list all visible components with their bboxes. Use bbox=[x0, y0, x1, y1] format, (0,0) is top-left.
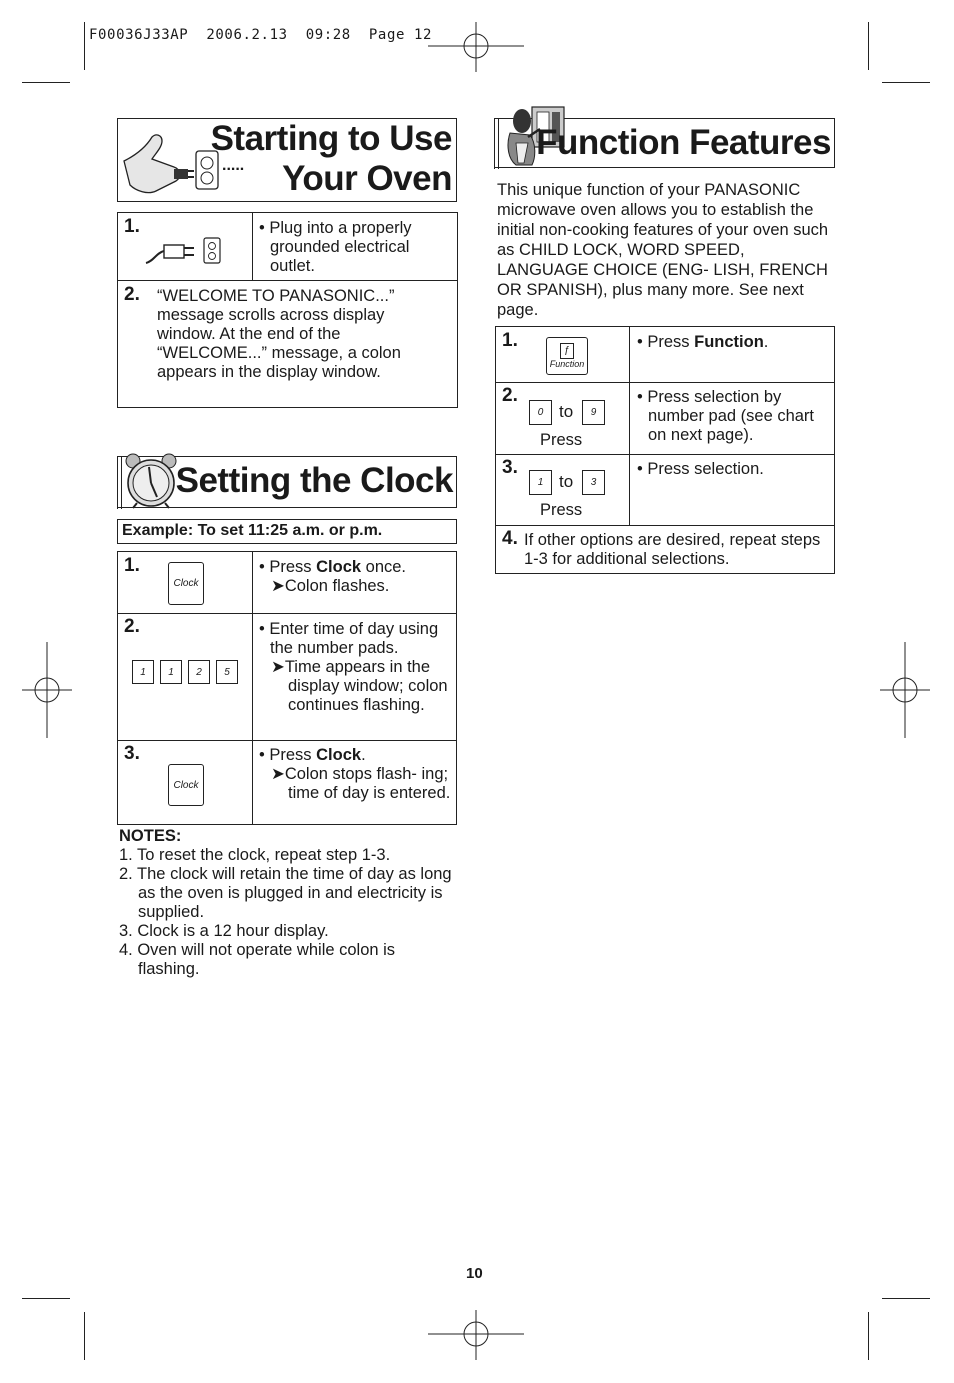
number-pad-9-key[interactable]: 9 bbox=[582, 400, 605, 425]
start-title-line2: Your Oven bbox=[282, 159, 452, 198]
function-step2-to: to bbox=[559, 402, 574, 421]
function-step3-to: to bbox=[559, 472, 574, 491]
start-step2-text: “WELCOME TO PANASONIC...” message scrolls across display window. At the end of the “WELCOME...” message, a colon appears in the display window. bbox=[157, 287, 401, 381]
registration-mark-left-icon bbox=[22, 642, 72, 738]
notes-heading: NOTES: bbox=[119, 827, 182, 845]
print-job-line: F00036J33AP 2006.2.13 09:28 Page 12 bbox=[89, 27, 433, 43]
power-plug-icon bbox=[144, 235, 224, 267]
start-steps-table bbox=[117, 212, 458, 408]
alarm-clock-icon bbox=[123, 449, 181, 509]
registration-mark-bottom-icon bbox=[428, 1310, 524, 1360]
function-button[interactable]: ƒ Function bbox=[546, 337, 588, 375]
title-dots: ..... bbox=[222, 157, 245, 174]
function-step1-number: 1. bbox=[502, 330, 518, 351]
number-pad-2-key[interactable]: 2 bbox=[188, 660, 210, 684]
number-pad-0-key[interactable]: 0 bbox=[529, 400, 552, 425]
start-title-box bbox=[117, 118, 457, 202]
note-item: 3. Clock is a 12 hour display. bbox=[119, 922, 329, 940]
clock-example-box bbox=[117, 519, 457, 544]
clock-title: Setting the Clock bbox=[175, 461, 453, 500]
start-title-line1: Starting to Use bbox=[210, 119, 452, 158]
clock-step1-number: 1. bbox=[124, 555, 140, 576]
function-step3-bullet: • Press selection. bbox=[637, 460, 764, 478]
start-step1-number: 1. bbox=[124, 216, 140, 237]
clock-steps-table bbox=[117, 551, 457, 825]
function-step3-number: 3. bbox=[502, 457, 518, 478]
clock-step1-bullet: • Press Clock once. bbox=[259, 558, 407, 576]
notes bbox=[119, 827, 459, 979]
function-step1-bullet: • Press Function. bbox=[637, 333, 769, 351]
function-step4-text: If other options are desired, repeat steps 1-3 for additional selections. bbox=[524, 531, 821, 568]
registration-mark-top-icon bbox=[428, 22, 524, 72]
clock-step2-arrow: ➤Time appears in the display window; colon continues flashing. bbox=[271, 658, 448, 714]
function-intro: This unique function of your PANASONIC microwave oven allows you to establish the initial non-cooking features of your oven such as CHILD LOCK, WORD SPEED, LANGUAGE CHOICE (ENG- LISH, FRENCH OR SPANISH), plus many more. See next page. bbox=[497, 181, 829, 319]
clock-button[interactable]: Clock bbox=[168, 764, 204, 806]
function-step2-number: 2. bbox=[502, 385, 518, 406]
clock-step1-arrow: ➤Colon flashes. bbox=[271, 577, 390, 595]
note-item: 4. Oven will not operate while colon is flashing. bbox=[119, 941, 396, 978]
number-pad-1-key[interactable]: 1 bbox=[132, 660, 154, 684]
number-pad-1-key[interactable]: 1 bbox=[160, 660, 182, 684]
start-step1-text: • Plug into a properly grounded electrical outlet. bbox=[259, 219, 412, 275]
number-pad-1-key[interactable]: 1 bbox=[529, 470, 552, 495]
function-title-box bbox=[494, 118, 835, 168]
function-symbol-icon: ƒ bbox=[560, 343, 574, 359]
function-step2-press: Press bbox=[540, 431, 583, 449]
note-item: 1. To reset the clock, repeat step 1-3. bbox=[119, 846, 391, 864]
clock-step3-number: 3. bbox=[124, 743, 140, 764]
number-pad-5-key[interactable]: 5 bbox=[216, 660, 238, 684]
hand-plug-icon bbox=[122, 129, 222, 199]
function-steps-table bbox=[495, 326, 835, 574]
clock-step2-number: 2. bbox=[124, 616, 140, 637]
start-step2-number: 2. bbox=[124, 284, 140, 305]
clock-example: Example: To set 11:25 a.m. or p.m. bbox=[122, 522, 383, 539]
function-step4-number: 4. bbox=[502, 528, 518, 549]
clock-title-box bbox=[117, 456, 457, 508]
clock-step2-bullet: • Enter time of day using the number pads. bbox=[259, 620, 439, 657]
registration-mark-right-icon bbox=[880, 642, 930, 738]
clock-step3-bullet: • Press Clock. bbox=[259, 746, 366, 764]
function-step2-bullet: • Press selection by number pad (see chart on next page). bbox=[637, 388, 815, 444]
page-number: 10 bbox=[466, 1265, 483, 1282]
clock-button[interactable]: Clock bbox=[168, 562, 204, 605]
note-item: 2. The clock will retain the time of day as long as the oven is plugged in and electricity is supplied. bbox=[119, 865, 452, 921]
function-title: Function Features bbox=[536, 123, 831, 162]
function-step3-press: Press bbox=[540, 501, 583, 519]
clock-step3-arrow: ➤Colon stops flash- ing; time of day is entered. bbox=[271, 765, 451, 802]
number-pad-3-key[interactable]: 3 bbox=[582, 470, 605, 495]
